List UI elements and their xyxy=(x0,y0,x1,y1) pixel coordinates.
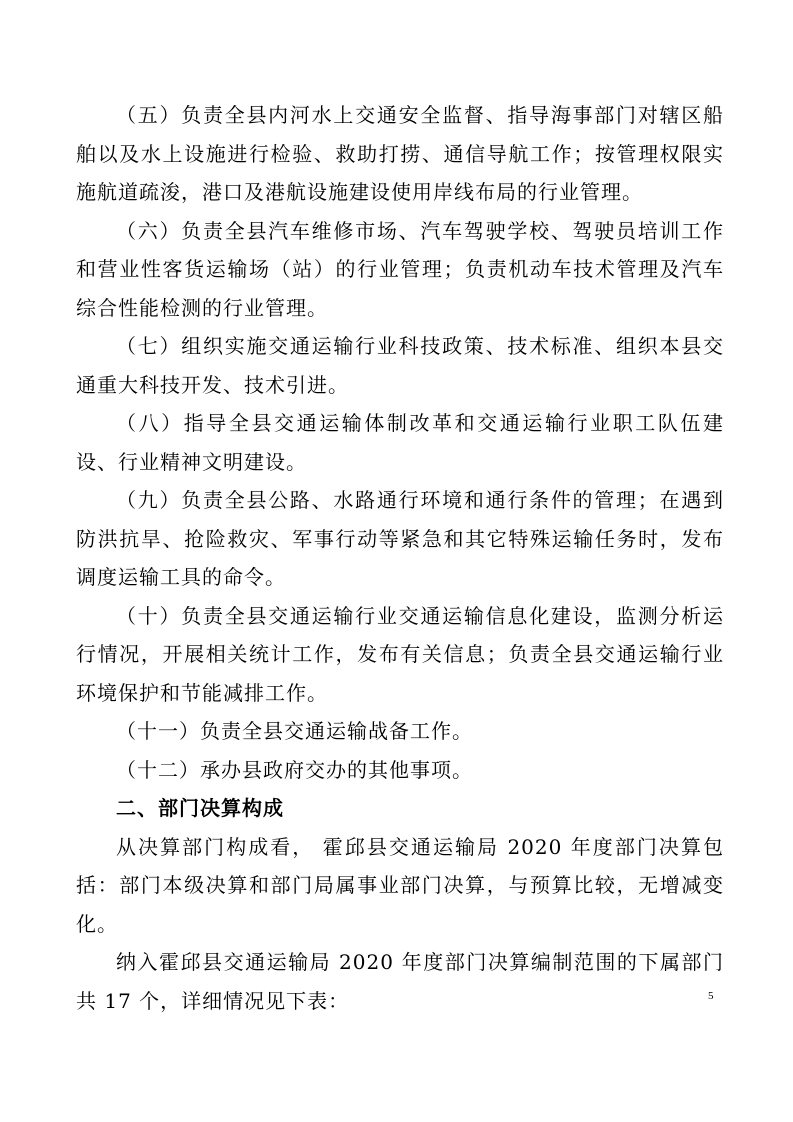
composition-paragraph: 从决算部门构成看， 霍邱县交通运输局 2020 年度部门决算包括：部门本级决算和部门局属事业部门决算，与预算比较，无增减变化。 xyxy=(76,834,724,936)
duty-paragraph-6: （六）负责全县汽车维修市场、汽车驾驶学校、驾驶员培训工作和营业性客货运输场（站）的行业管理；负责机动车技术管理及汽车综合性能检测的行业管理。 xyxy=(76,218,724,320)
duty-paragraph-12: （十二）承办县政府交办的其他事项。 xyxy=(116,757,473,782)
duty-paragraph-7: （七）组织实施交通运输行业科技政策、技术标准、组织本县交通重大科技开发、技术引进。 xyxy=(76,334,724,397)
duty-paragraph-10: （十）负责全县交通运输行业交通运输信息化建设，监测分析运行情况，开展相关统计工作，发布有关信息；负责全县交通运输行业环境保护和节能减排工作。 xyxy=(76,603,724,705)
section-heading: 二、部门决算构成 xyxy=(116,796,284,820)
duty-paragraph-8: （八）指导全县交通运输体制改革和交通运输行业职工队伍建设、行业精神文明建设。 xyxy=(76,411,724,474)
duty-paragraph-11: （十一）负责全县交通运输战备工作。 xyxy=(116,719,473,743)
page-number: 5 xyxy=(708,990,714,1002)
duty-paragraph-9: （九）负责全县公路、水路通行环境和通行条件的管理；在遇到防洪抗旱、抢险救灾、军事行动等紧急和其它特殊运输任务时，发布调度运输工具的命令。 xyxy=(76,488,724,589)
document-body xyxy=(76,96,724,1020)
duty-paragraph-5: （五）负责全县内河水上交通安全监督、指导海事部门对辖区船舶以及水上设施进行检验、救助打捞、通信导航工作；按管理权限实施航道疏浚，港口及港航设施建设使用岸线布局的行业管理。 xyxy=(76,103,724,204)
scope-paragraph: 纳入霍邱县交通运输局 2020 年度部门决算编制范围的下属部门共 17 个，详细情况见下表： xyxy=(76,950,724,1013)
